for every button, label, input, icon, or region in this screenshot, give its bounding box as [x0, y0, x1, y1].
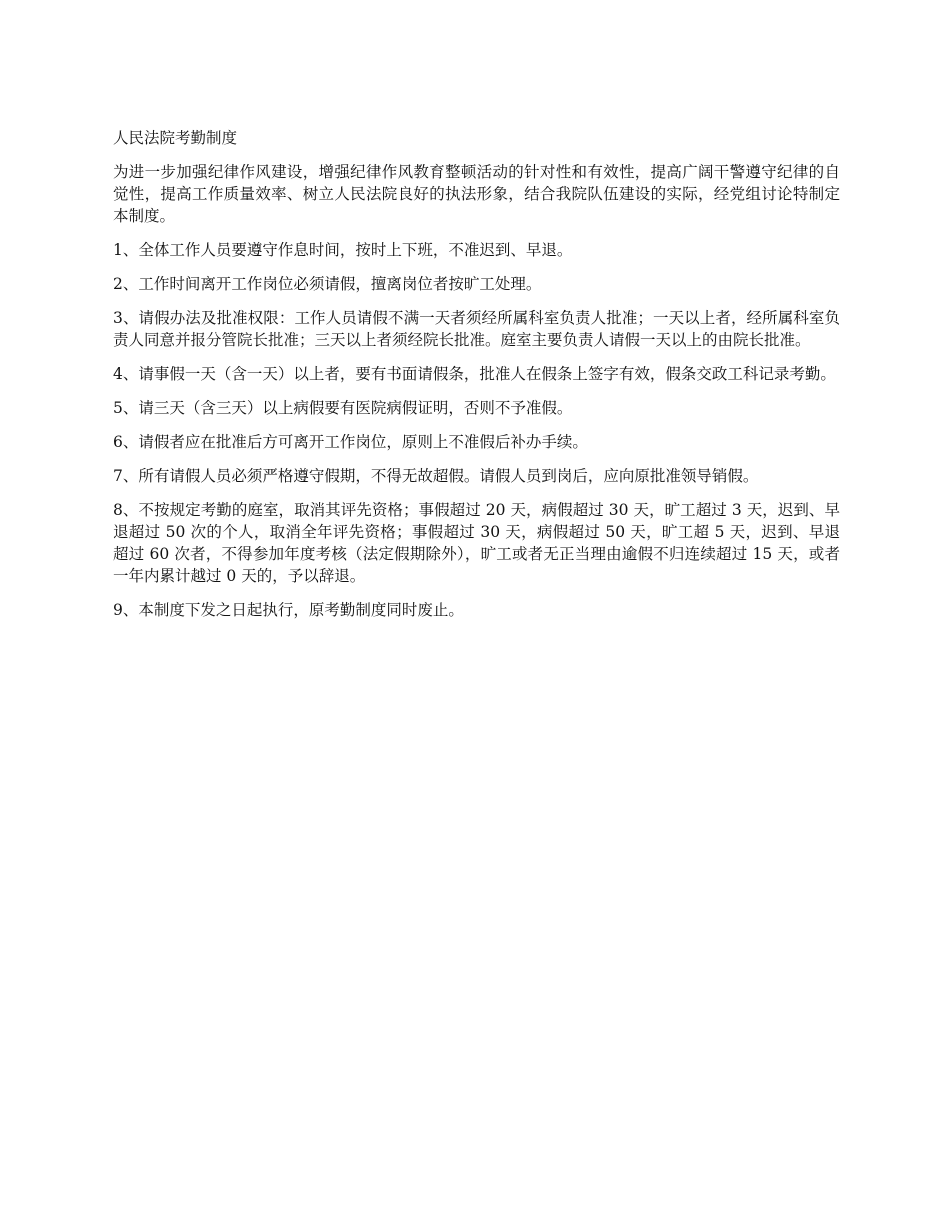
document-page — [113, 127, 840, 633]
rule-item-2: 2、工作时间离开工作岗位必须请假，擅离岗位者按旷工处理。 — [113, 275, 542, 293]
rule-item-3: 3、请假办法及批准权限：工作人员请假不满一天者须经所属科室负责人批准；一天以上者，经所属科室负责人同意并报分管院长批准；三天以上者须经院长批准。庭室主要负责人请假一天以上的由院长批准。 — [113, 309, 840, 349]
rule-item-4: 4、请事假一天（含一天）以上者，要有书面请假条，批准人在假条上签字有效，假条交政工科记录考勤。 — [113, 365, 836, 383]
intro-paragraph: 为进一步加强纪律作风建设，增强纪律作风教育整顿活动的针对性和有效性，提高广阔干警遵守纪律的自觉性，提高工作质量效率、树立人民法院良好的执法形象，结合我院队伍建设的实际，经党组讨论特制定本制度。 — [113, 163, 840, 225]
rule-item-9: 9、本制度下发之日起执行，原考勤制度同时废止。 — [113, 601, 464, 619]
rule-item-6: 6、请假者应在批准后方可离开工作岗位，原则上不准假后补办手续。 — [113, 433, 588, 451]
rule-item-8: 8、不按规定考勤的庭室，取消其评先资格；事假超过 20 天，病假超过 30 天，旷工超过 3 天，迟到、早退超过 50 次的个人，取消全年评先资格；事假超过 30 天，病假超过 50 天，旷工超 5 天，迟到、早退超过 60 次者，不得参加年度考核（法定假期除外），旷工或者无正当理由逾假不归连续超过 15 天，或者一年内累计越过 0 天的，予以辞退。 — [113, 501, 840, 585]
rule-item-1: 1、全体工作人员要遵守作息时间，按时上下班，不准迟到、早退。 — [113, 241, 573, 259]
rule-item-5: 5、请三天（含三天）以上病假要有医院病假证明，否则不予准假。 — [113, 399, 573, 417]
rule-item-7: 7、所有请假人员必须严格遵守假期，不得无故超假。请假人员到岗后，应向原批准领导销假。 — [113, 467, 759, 485]
document-title: 人民法院考勤制度 — [113, 129, 238, 147]
